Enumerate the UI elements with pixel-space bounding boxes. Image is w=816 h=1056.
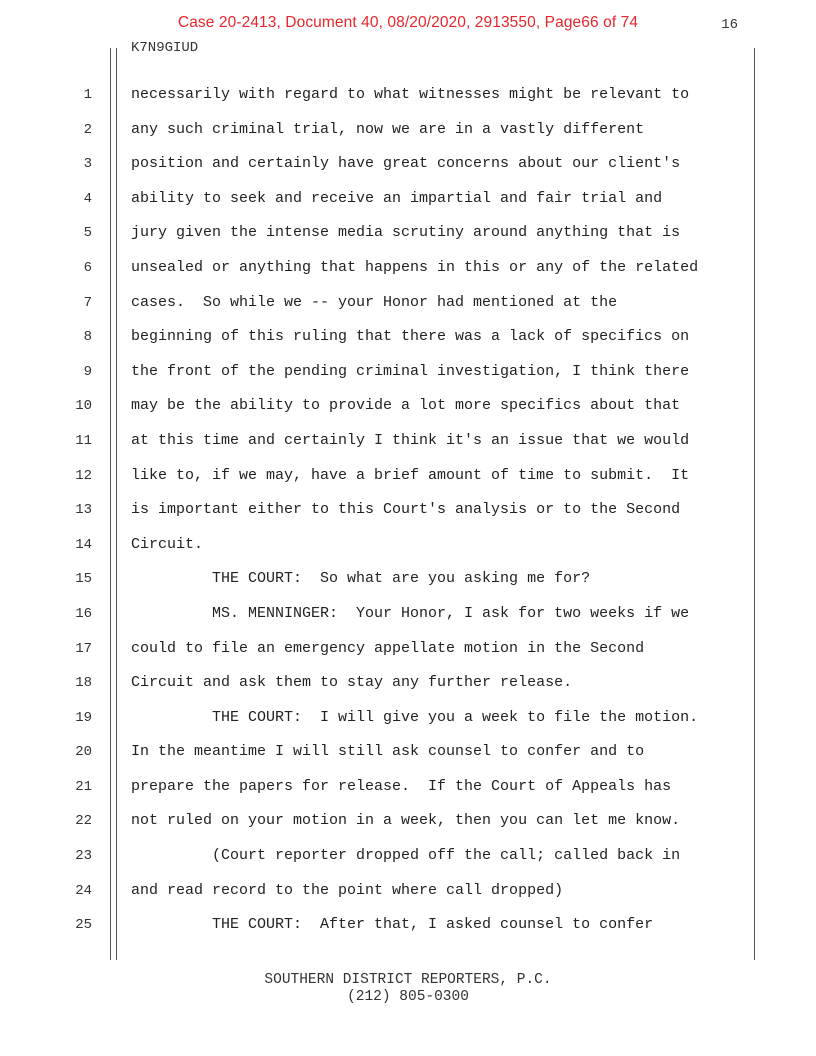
line-number: 20 bbox=[75, 744, 92, 761]
line-text: THE COURT: So what are you asking me for? bbox=[131, 570, 591, 588]
line-text: MS. MENNINGER: Your Honor, I ask for two weeks if we bbox=[131, 604, 690, 622]
transcript-line bbox=[0, 874, 816, 909]
transcript-line bbox=[0, 701, 816, 736]
line-number: 4 bbox=[83, 190, 92, 207]
case-code: K7N9GIUD bbox=[131, 40, 199, 56]
line-number: 8 bbox=[83, 329, 92, 346]
line-text: ability to seek and receive an impartial and fair trial and bbox=[131, 189, 663, 207]
header-stamp: Case 20-2413, Document 40, 08/20/2020, 2913550, Page66 of 74 bbox=[177, 14, 639, 31]
page-number: 16 bbox=[721, 17, 738, 33]
transcript-line bbox=[0, 770, 816, 805]
footer-reporter: SOUTHERN DISTRICT REPORTERS, P.C. bbox=[264, 972, 552, 988]
line-number: 17 bbox=[75, 640, 92, 657]
line-number: 7 bbox=[83, 294, 92, 311]
transcript-line bbox=[0, 320, 816, 355]
transcript-line bbox=[0, 666, 816, 701]
line-number: 21 bbox=[75, 778, 92, 795]
line-number: 11 bbox=[75, 432, 92, 449]
line-number: 5 bbox=[83, 225, 92, 242]
line-text: the front of the pending criminal investigation, I think there bbox=[131, 362, 690, 380]
line-number: 12 bbox=[75, 467, 92, 484]
transcript-line bbox=[0, 389, 816, 424]
line-number: 15 bbox=[75, 571, 92, 588]
line-text: may be the ability to provide a lot more specifics about that bbox=[131, 397, 681, 415]
line-number: 25 bbox=[75, 917, 92, 934]
transcript-line bbox=[0, 286, 816, 321]
line-text: unsealed or anything that happens in this or any of the related bbox=[131, 258, 699, 276]
line-text: like to, if we may, have a brief amount of time to submit. It bbox=[131, 466, 690, 484]
line-text: any such criminal trial, now we are in a vastly different bbox=[131, 120, 645, 138]
transcript-line bbox=[0, 528, 816, 563]
transcript-line bbox=[0, 493, 816, 528]
transcript-line bbox=[0, 459, 816, 494]
transcript-line bbox=[0, 839, 816, 874]
transcript-line bbox=[0, 632, 816, 667]
line-text: necessarily with regard to what witnesses might be relevant to bbox=[131, 86, 690, 103]
line-text: could to file an emergency appellate motion in the Second bbox=[131, 639, 645, 657]
line-text: THE COURT: After that, I asked counsel to confer bbox=[131, 916, 654, 934]
line-number: 10 bbox=[75, 398, 92, 415]
transcript-line bbox=[0, 597, 816, 632]
line-number: 23 bbox=[75, 848, 92, 865]
transcript-line bbox=[0, 78, 816, 113]
line-text: (Court reporter dropped off the call; called back in bbox=[131, 847, 681, 865]
transcript-line bbox=[0, 216, 816, 251]
line-text: In the meantime I will still ask counsel to confer and to bbox=[131, 743, 645, 761]
line-number: 9 bbox=[83, 363, 92, 380]
footer-phone: (212) 805-0300 bbox=[347, 989, 469, 1005]
transcript-line bbox=[0, 251, 816, 286]
transcript-line bbox=[0, 147, 816, 182]
transcript-line bbox=[0, 562, 816, 597]
line-number: 24 bbox=[75, 882, 92, 899]
transcript-line bbox=[0, 424, 816, 459]
transcript-line bbox=[0, 113, 816, 148]
line-number: 2 bbox=[83, 121, 92, 138]
line-text: prepare the papers for release. If the Court of Appeals has bbox=[131, 777, 672, 795]
line-text: beginning of this ruling that there was a lack of specifics on bbox=[131, 328, 690, 346]
line-text: not ruled on your motion in a week, then you can let me know. bbox=[131, 812, 681, 830]
line-number: 19 bbox=[75, 709, 92, 726]
line-text: Circuit. bbox=[131, 535, 204, 553]
line-number: 1 bbox=[83, 87, 92, 103]
line-text: jury given the intense media scrutiny around anything that is bbox=[131, 224, 681, 242]
line-number: 18 bbox=[75, 675, 92, 692]
line-text: Circuit and ask them to stay any further release. bbox=[131, 674, 573, 692]
line-text: cases. So while we -- your Honor had mentioned at the bbox=[131, 293, 618, 311]
transcript-line bbox=[0, 735, 816, 770]
transcript-body bbox=[0, 78, 816, 943]
line-number: 6 bbox=[83, 259, 92, 276]
transcript-line bbox=[0, 804, 816, 839]
transcript-line bbox=[0, 182, 816, 217]
line-number: 13 bbox=[75, 502, 92, 519]
line-number: 16 bbox=[75, 605, 92, 622]
line-text: and read record to the point where call dropped) bbox=[131, 881, 564, 899]
line-text: position and certainly have great concerns about our client's bbox=[131, 155, 681, 173]
line-text: at this time and certainly I think it's an issue that we would bbox=[131, 431, 690, 449]
line-text: is important either to this Court's analysis or to the Second bbox=[131, 501, 681, 519]
line-text: THE COURT: I will give you a week to file the motion. bbox=[131, 708, 699, 726]
line-number: 14 bbox=[75, 536, 92, 553]
line-number: 3 bbox=[83, 156, 92, 173]
transcript-line bbox=[0, 908, 816, 943]
transcript-line bbox=[0, 355, 816, 390]
line-number: 22 bbox=[75, 813, 92, 830]
